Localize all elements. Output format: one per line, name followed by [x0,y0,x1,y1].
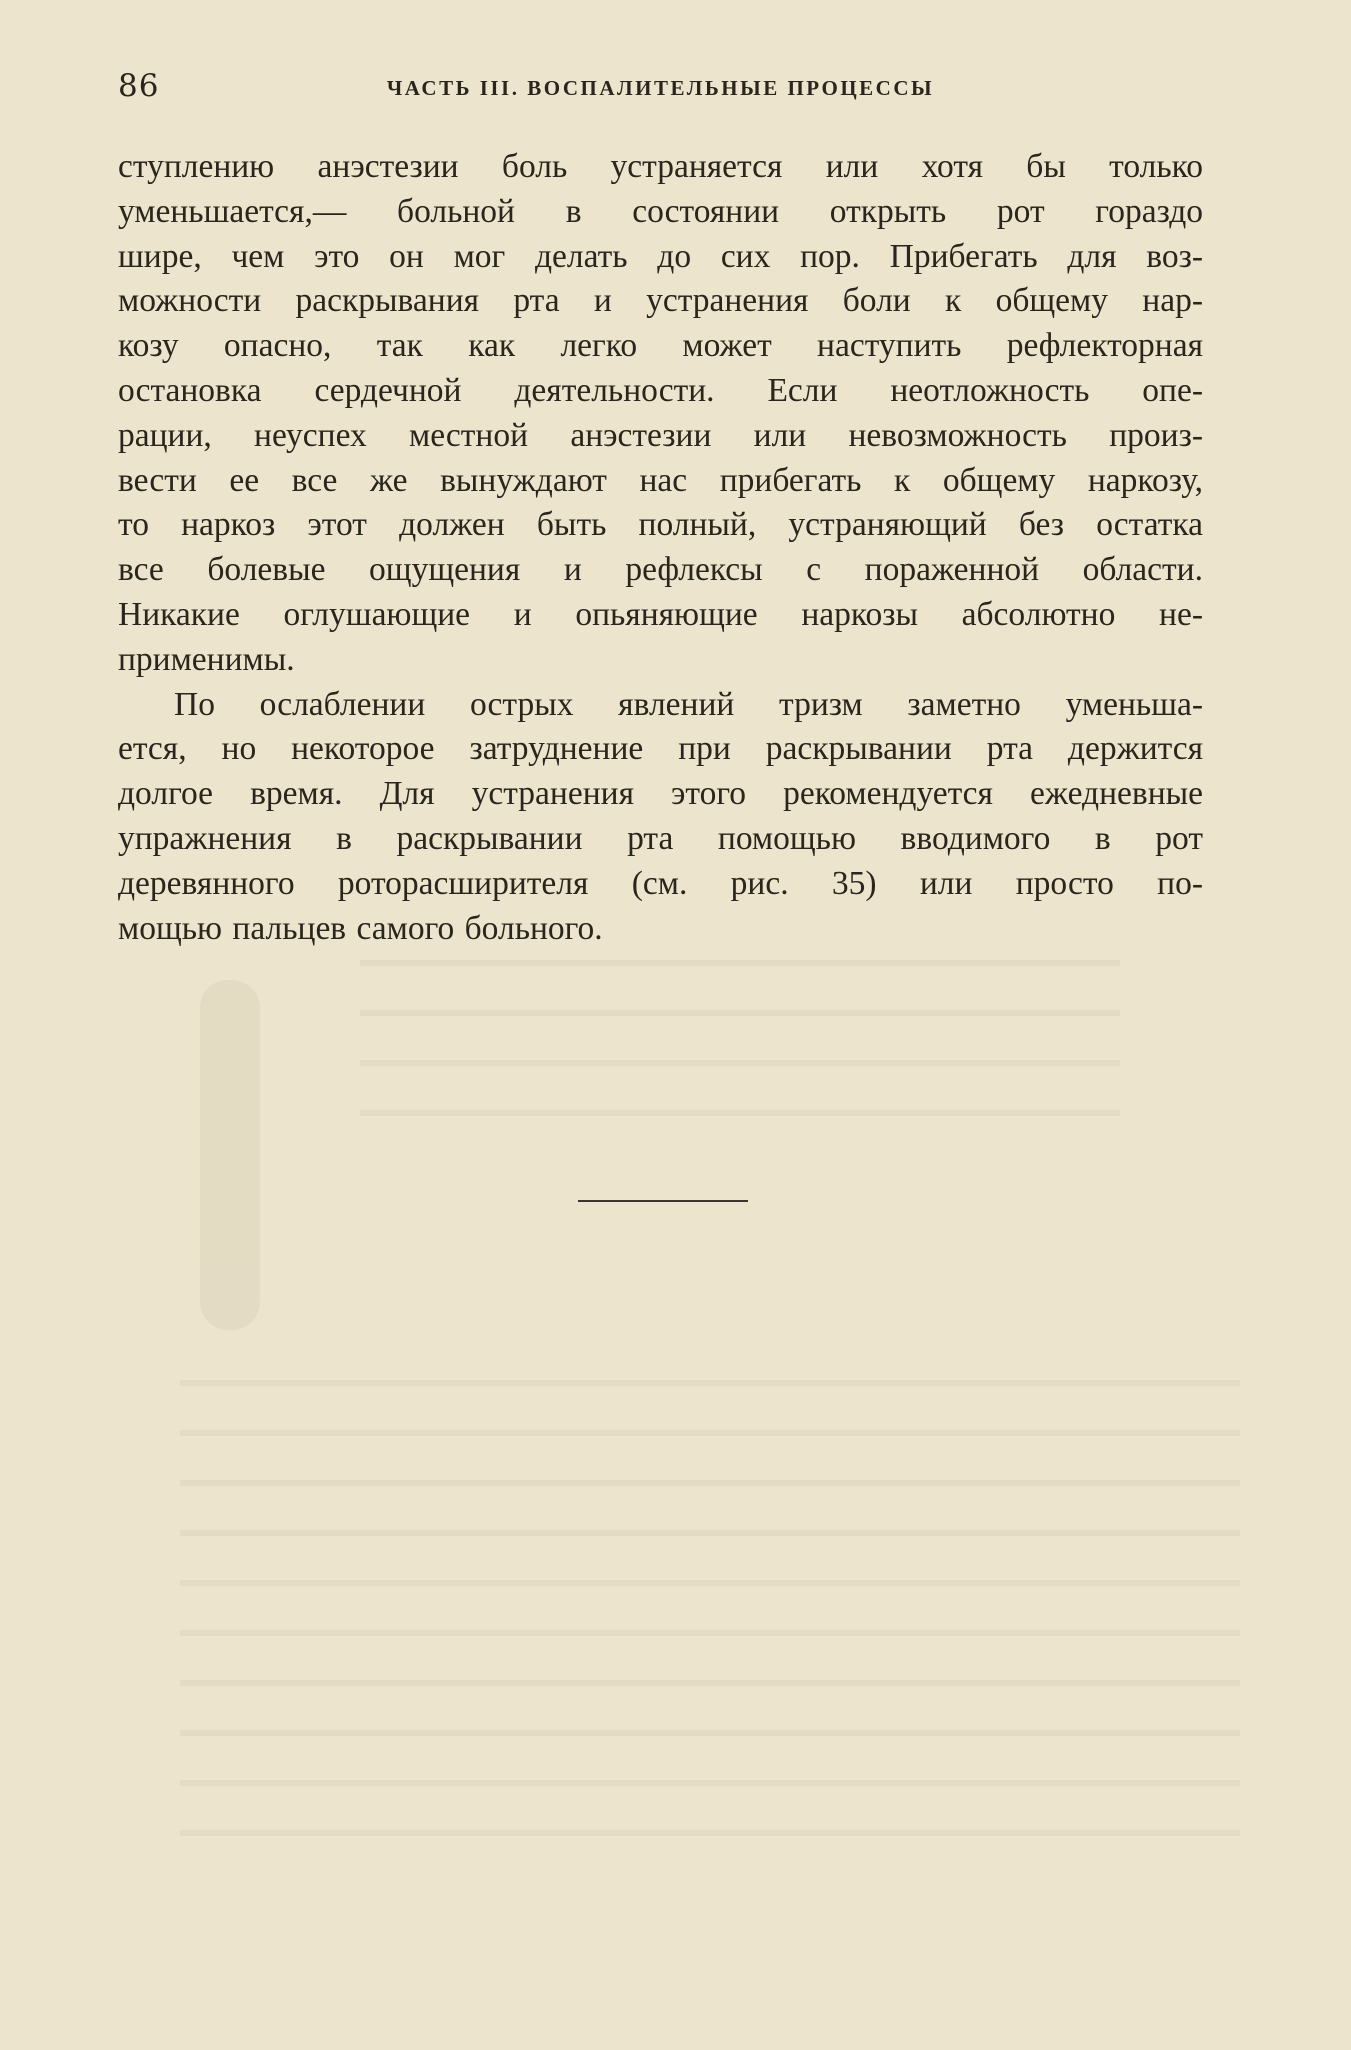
running-title: ЧАСТЬ III. ВОСПАЛИТЕЛЬНЫЕ ПРОЦЕССЫ [386,76,935,100]
page-header [118,66,1203,106]
paragraph [118,145,1203,683]
page-number: 86 [118,68,160,104]
text-line: мощью пальцев самого больного. [118,909,603,947]
paragraph [118,683,1203,952]
section-divider [578,1200,748,1202]
text-line: деревянного роторасширителя (см. рис. 35) или просто по- [118,864,1203,902]
text-line: долгое время. Для устранения этого рекомендуется ежедневные [118,775,1203,813]
text-line: Никакие оглушающие и опьяняющие наркозы абсолютно не- [118,595,1203,633]
text-line: применимы. [118,640,295,678]
text-line: ется, но некоторое затруднение при раскрывании рта держится [118,730,1203,768]
text-line: вести ее все же вынуждают нас прибегать к общему наркозу, [118,461,1203,499]
text-line: козу опасно, так как легко может наступить рефлекторная [118,327,1203,365]
text-line: По ослаблении острых явлений тризм заметно уменьша- [174,685,1203,723]
body-text [118,145,1203,951]
text-line: упражнения в раскрывании рта помощью вводимого в рот [118,819,1203,857]
text-line: рации, неуспех местной анэстезии или невозможность произ- [118,416,1203,454]
text-line: остановка сердечной деятельности. Если неотложность опе- [118,371,1203,409]
text-line: то наркоз этот должен быть полный, устраняющий без остатка [118,506,1203,544]
text-line: шире, чем это он мог делать до сих пор. Прибегать для воз- [118,237,1203,275]
text-line: можности раскрывания рта и устранения боли к общему нар- [118,282,1203,320]
text-line: ступлению анэстезии боль устраняется или хотя бы только [118,148,1203,185]
text-line: уменьшается,— больной в состоянии открыть рот гораздо [118,192,1203,230]
bleed-through-shadow [180,940,1260,1920]
text-line: все болевые ощущения и рефлексы с пораженной области. [118,551,1203,589]
